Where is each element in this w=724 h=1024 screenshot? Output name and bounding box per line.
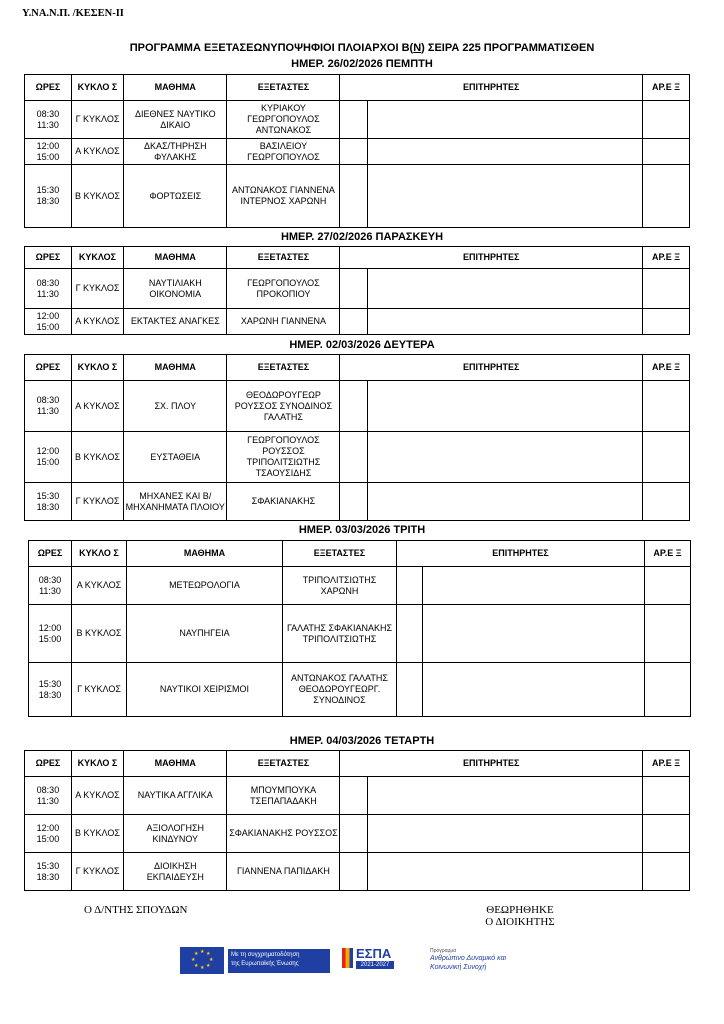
col-proctors: ΕΠΙΤΗΡΗΤΕΣ bbox=[397, 541, 645, 567]
day-title: ΗΜΕΡ. 27/02/2026 ΠΑΡΑΣΚΕΥΗ bbox=[280, 231, 444, 243]
document-title: ΠΡΟΓΡΑΜΜΑ ΕΞΕΤΑΣΕΩΝΥΠΟΨΗΦΙΟΙ ΠΛΟΙΑΡΧΟΙ Β(Ν) ΣΕΙΡΑ 225 ΠΡΟΓΡΑΜΜΑΤΙΣΘΕΝ bbox=[129, 42, 595, 54]
day-title: ΗΜΕΡ. 03/03/2026 ΤΡΙΤΗ bbox=[298, 524, 426, 536]
col-examiners: ΕΞΕΤΑΣΤΕΣ bbox=[227, 751, 340, 777]
col-cycle: ΚΥΚΛΟ Σ bbox=[72, 541, 127, 567]
eu-flag-icon: ★ ★ ★ ★ ★ ★ ★ ★ bbox=[180, 947, 224, 974]
table-row: 08:30 11:30 Γ ΚΥΚΛΟΣ ΔΙΕΘΝΕΣ ΝΑΥΤΙΚΟ ΔΙΚΑΙΟ ΚΥΡΙΑΚΟΥ ΓΕΩΡΓΟΠΟΥΛΟΣ ΑΝΤΩΝΑΚΟΣ bbox=[25, 101, 690, 139]
funding-logos bbox=[178, 944, 548, 976]
eu-cofunding-text: Με τη συγχρηματοδότηση της Ευρωπαϊκής Ένωσης bbox=[228, 949, 330, 973]
schedule-table bbox=[24, 246, 690, 335]
program-logo: Πρόγραμμα Ανθρώπινο Δυναμικό και Κοινωνική Συνοχή bbox=[430, 948, 507, 971]
table-row: 15:30 18:30 Β ΚΥΚΛΟΣ ΦΟΡΤΩΣΕΙΣ ΑΝΤΩΝΑΚΟΣ ΓΙΑΝΝΕΝΑ ΙΝΤΕΡΝΟΣ ΧΑΡΩΝΗ bbox=[25, 165, 690, 228]
day-title: ΗΜΕΡ. 04/03/2026 ΤΕΤΑΡΤΗ bbox=[289, 735, 435, 747]
table-row: 12:00 15:00 Β ΚΥΚΛΟΣ ΕΥΣΤΑΘΕΙΑ ΓΕΩΡΓΟΠΟΥΛΟΣ ΡΟΥΣΣΟΣ ΤΡΙΠΟΛΙΤΣΙΩΤΗΣ ΤΣΑΟΥΣΙΔΗΣ bbox=[25, 432, 690, 483]
col-subject: ΜΑΘΗΜΑ bbox=[124, 751, 227, 777]
col-cycle: ΚΥΚΛΟ Σ bbox=[71, 355, 123, 381]
col-proctors: ΕΠΙΤΗΡΗΤΕΣ bbox=[340, 75, 643, 101]
col-subject: ΜΑΘΗΜΑ bbox=[124, 75, 227, 101]
signature-right bbox=[470, 904, 570, 928]
col-hours: ΩΡΕΣ bbox=[25, 355, 72, 381]
table-row: 08:30 11:30 Α ΚΥΚΛΟΣ ΜΕΤΕΩΡΟΛΟΓΙΑ ΤΡΙΠΟΛΙΤΣΙΩΤΗΣ ΧΑΡΩΝΗ bbox=[29, 567, 691, 605]
signature-left: Ο Δ/ΝΤΗΣ ΣΠΟΥΔΩΝ bbox=[84, 904, 188, 916]
schedule-table bbox=[28, 540, 691, 717]
col-ref: ΑΡ.Ε Ξ bbox=[643, 751, 690, 777]
schedule-table bbox=[24, 74, 690, 228]
table-row: 08:30 11:30 Α ΚΥΚΛΟΣ ΣΧ. ΠΛΟΥ ΘΕΟΔΩΡΟΥΓΕΩΡ ΡΟΥΣΣΟΣ ΣΥΝΟΔΙΝΟΣ ΓΑΛΑΤΗΣ bbox=[25, 381, 690, 432]
table-row: 15:30 18:30 Γ ΚΥΚΛΟΣ ΔΙΟΙΚΗΣΗ ΕΚΠΑΙΔΕΥΣΗ ΓΙΑΝΝΕΝΑ ΠΑΠΙΔΑΚΗ bbox=[25, 853, 690, 891]
schedule-table bbox=[24, 354, 690, 521]
col-examiners: ΕΞΕΤΑΣΤΕΣ bbox=[227, 75, 340, 101]
table-row: 08:30 11:30 Α ΚΥΚΛΟΣ ΝΑΥΤΙΚΑ ΑΓΓΛΙΚΑ ΜΠΟΥΜΠΟΥΚΑ ΤΣΕΠΑΠΑΔΑΚΗ bbox=[25, 777, 690, 815]
schedule-table bbox=[24, 750, 690, 891]
col-ref: ΑΡ.Ε Ξ bbox=[643, 75, 690, 101]
col-ref: ΑΡ.Ε Ξ bbox=[643, 355, 690, 381]
col-cycle: ΚΥΚΛΟ Σ bbox=[71, 75, 123, 101]
table-row: 08:30 11:30 Γ ΚΥΚΛΟΣ ΝΑΥΤΙΛΙΑΚΗ ΟΙΚΟΝΟΜΙΑ ΓΕΩΡΓΟΠΟΥΛΟΣ ΠΡΟΚΟΠΙΟΥ bbox=[25, 269, 690, 309]
table-row: 15:30 18:30 Γ ΚΥΚΛΟΣ ΝΑΥΤΙΚΟΙ ΧΕΙΡΙΣΜΟΙ ΑΝΤΩΝΑΚΟΣ ΓΑΛΑΤΗΣ ΘΕΟΔΩΡΟΥΓΕΩΡΓ. ΣΥΝΟΔΙΝΟΣ bbox=[29, 663, 691, 717]
col-cycle: ΚΥΚΛΟΣ bbox=[71, 247, 123, 269]
col-examiners: ΕΞΕΤΑΣΤΕΣ bbox=[227, 247, 340, 269]
col-proctors: ΕΠΙΤΗΡΗΤΕΣ bbox=[340, 247, 643, 269]
day-title: ΗΜΕΡ. 02/03/2026 ΔΕΥΤΕΡΑ bbox=[289, 339, 435, 351]
table-row: 15:30 18:30 Γ ΚΥΚΛΟΣ ΜΗΧΑΝΕΣ ΚΑΙ Β/ΜΗΧΑΝΗΜΑΤΑ ΠΛΟΙΟΥ ΣΦΑΚΙΑΝΑΚΗΣ bbox=[25, 483, 690, 521]
col-hours: ΩΡΕΣ bbox=[25, 75, 72, 101]
table-row: 12:00 15:00 Α ΚΥΚΛΟΣ ΔΚΑΣ/ΤΗΡΗΣΗ ΦΥΛΑΚΗΣ ΒΑΣΙΛΕΙΟΥ ΓΕΩΡΓΟΠΟΥΛΟΣ bbox=[25, 139, 690, 165]
col-ref: ΑΡ.Ε Ξ bbox=[645, 541, 691, 567]
signature-right-line2: Ο ΔΙΟΙΚΗΤΗΣ bbox=[485, 916, 555, 928]
table-row: 12:00 15:00 Β ΚΥΚΛΟΣ ΑΞΙΟΛΟΓΗΣΗ ΚΙΝΔΥΝΟΥ ΣΦΑΚΙΑΝΑΚΗΣ ΡΟΥΣΣΟΣ bbox=[25, 815, 690, 853]
col-examiners: ΕΞΕΤΑΣΤΕΣ bbox=[283, 541, 397, 567]
signature-right-line1: ΘΕΩΡΗΘΗΚΕ bbox=[486, 904, 554, 916]
col-subject: ΜΑΘΗΜΑ bbox=[124, 247, 227, 269]
col-cycle: ΚΥΚΛΟ Σ bbox=[71, 751, 123, 777]
col-subject: ΜΑΘΗΜΑ bbox=[127, 541, 283, 567]
document-header: Υ.ΝΑ.Ν.Π. /ΚΕΣΕΝ-ΙΙ bbox=[22, 8, 124, 19]
col-hours: ΩΡΕΣ bbox=[25, 751, 72, 777]
col-hours: ΩΡΕΣ bbox=[29, 541, 72, 567]
col-ref: ΑΡ.Ε Ξ bbox=[643, 247, 690, 269]
col-proctors: ΕΠΙΤΗΡΗΤΕΣ bbox=[340, 751, 643, 777]
table-row: 12:00 15:00 Β ΚΥΚΛΟΣ ΝΑΥΠΗΓΕΙΑ ΓΑΛΑΤΗΣ ΣΦΑΚΙΑΝΑΚΗΣ ΤΡΙΠΟΛΙΤΣΙΩΤΗΣ bbox=[29, 605, 691, 663]
table-row: 12:00 15:00 Α ΚΥΚΛΟΣ ΕΚΤΑΚΤΕΣ ΑΝΑΓΚΕΣ ΧΑΡΩΝΗ ΓΙΑΝΝΕΝΑ bbox=[25, 309, 690, 335]
col-hours: ΩΡΕΣ bbox=[25, 247, 72, 269]
day-title: ΗΜΕΡ. 26/02/2026 ΠΕΜΠΤΗ bbox=[291, 58, 433, 70]
col-subject: ΜΑΘΗΜΑ bbox=[124, 355, 227, 381]
col-examiners: ΕΞΕΤΑΣΤΕΣ bbox=[227, 355, 340, 381]
col-proctors: ΕΠΙΤΗΡΗΤΕΣ bbox=[340, 355, 643, 381]
espa-mark-icon bbox=[342, 948, 353, 968]
espa-logo: ΕΣΠΑ 2021-2027 bbox=[340, 944, 400, 976]
